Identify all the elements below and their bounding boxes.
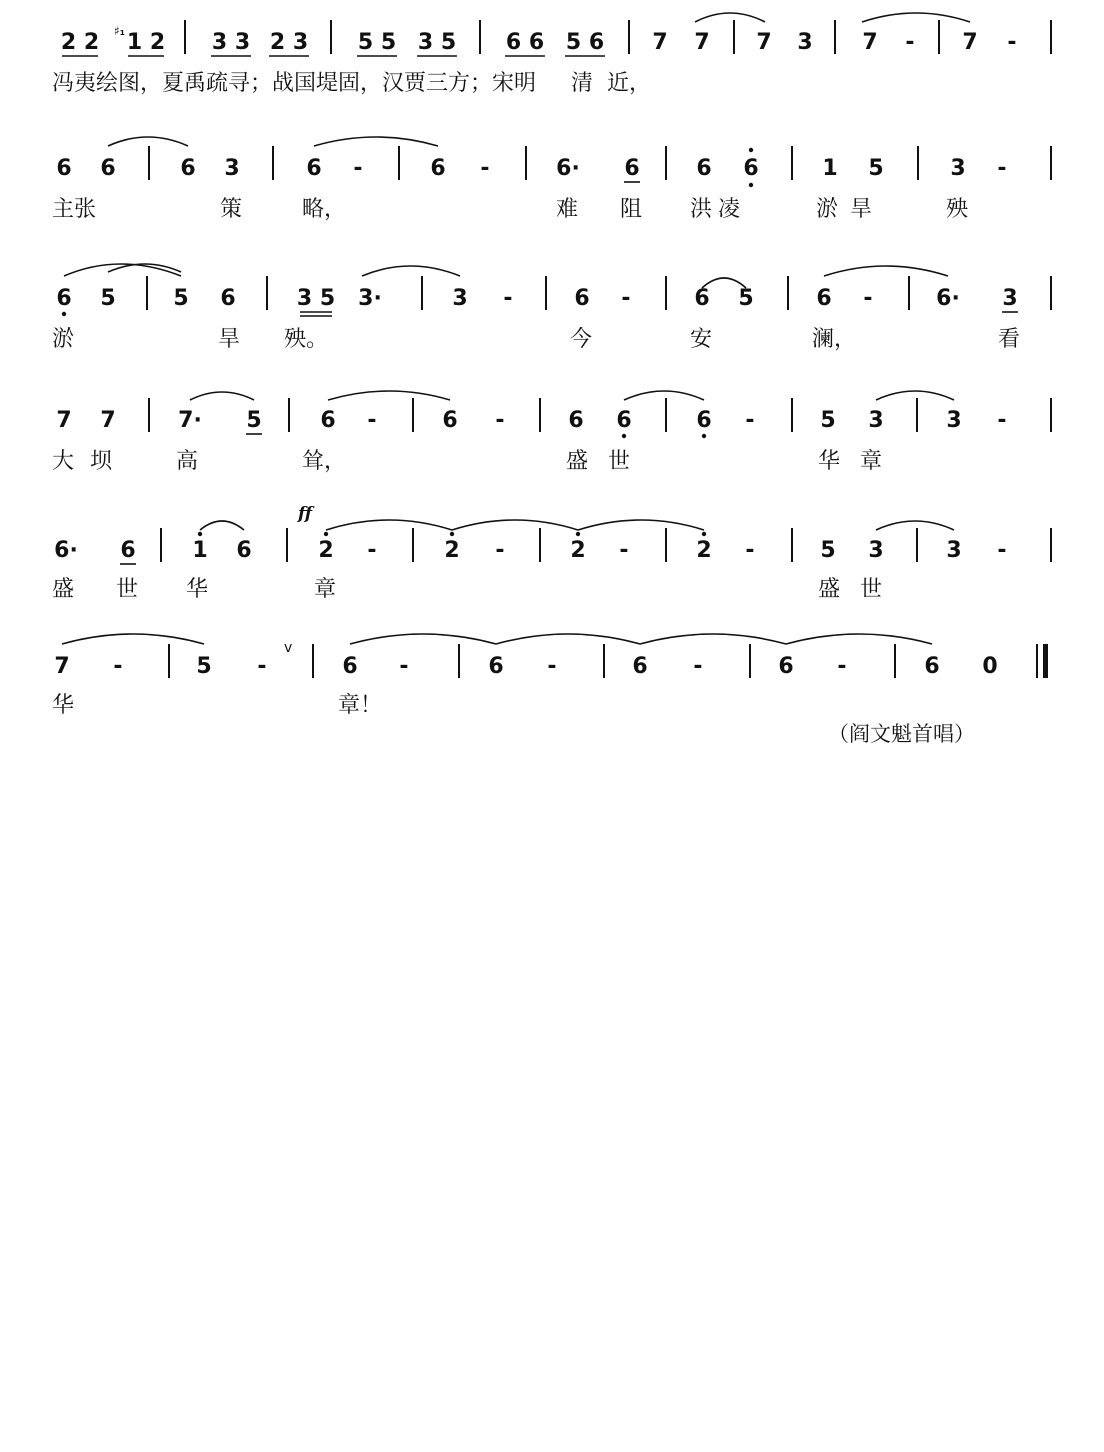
note: 6 [236, 538, 252, 563]
note: - [399, 654, 409, 679]
lyric: 策 [220, 197, 243, 222]
note: 3 [452, 286, 468, 311]
note: 3 [868, 538, 884, 563]
lyric: 看 [998, 327, 1021, 352]
note: 7 [100, 408, 116, 433]
note: - [837, 654, 847, 679]
note: - [745, 408, 755, 433]
note: 6 [100, 156, 116, 181]
dynamic-marking: ff [298, 504, 313, 524]
note-group: 3 3 [211, 30, 251, 55]
note: - [495, 408, 505, 433]
note: 2 [696, 538, 712, 563]
note: 6 [342, 654, 358, 679]
note: 5 [173, 286, 189, 311]
note: - [257, 654, 267, 679]
note-group: 2 2 [60, 30, 100, 55]
lyric: 殃。 [284, 327, 329, 352]
note: - [367, 538, 377, 563]
lyric: 盛 [52, 577, 75, 602]
note: 6 [56, 286, 72, 311]
lyric: 耸， [302, 449, 347, 474]
note: 6 [306, 156, 322, 181]
note: 6 [574, 286, 590, 311]
note: 3 [950, 156, 966, 181]
note: 5 [738, 286, 754, 311]
note: 2 [444, 538, 460, 563]
note: - [997, 156, 1007, 181]
note: 7· [178, 408, 202, 433]
note: 3 [224, 156, 240, 181]
note: 6 [924, 654, 940, 679]
lyric: 难 [556, 197, 579, 222]
note: 7 [694, 30, 710, 55]
note: - [480, 156, 490, 181]
note: 6 [220, 286, 236, 311]
lyric: 高 [176, 449, 199, 474]
note: 7 [862, 30, 878, 55]
lyric: 阻 [620, 197, 643, 222]
lyric: 章 [314, 577, 337, 602]
note: 5 [820, 538, 836, 563]
lyric-line: 冯夷绘图，夏禹疏寻；战国堤固，汉贾三方；宋明 清 近， [52, 71, 651, 96]
lyric: 殃 [946, 197, 969, 222]
grace-sharp-mark: ♯₁ [114, 24, 126, 38]
note: 0 [982, 654, 998, 679]
note: 3 [868, 408, 884, 433]
note: - [863, 286, 873, 311]
note: 7 [56, 408, 72, 433]
note-group: 2 3 [269, 30, 309, 55]
lyric: 淤旱 [816, 197, 885, 222]
note: - [495, 538, 505, 563]
note-group: 6 6 [505, 30, 545, 55]
note: - [997, 538, 1007, 563]
note: 5 [196, 654, 212, 679]
note: 3· [358, 286, 382, 311]
lyric: 世 [116, 577, 139, 602]
note: - [745, 538, 755, 563]
note: 7 [54, 654, 70, 679]
lyric: 澜， [812, 327, 857, 352]
note: 3 [946, 408, 962, 433]
lyric: 旱 [218, 327, 241, 352]
note: - [905, 30, 915, 55]
lyric: 淤 [52, 327, 75, 352]
note: - [997, 408, 1007, 433]
note: 6· [936, 286, 960, 311]
note: 6 [430, 156, 446, 181]
lyric: 章！ [338, 693, 383, 718]
lyric: 主张 [52, 197, 97, 222]
note: 2 [318, 538, 334, 563]
note: 3 [797, 30, 813, 55]
note: 6 [180, 156, 196, 181]
note: - [619, 538, 629, 563]
singer-credit: （阎文魁首唱） [828, 722, 975, 746]
note: - [353, 156, 363, 181]
note: 6 [624, 156, 640, 181]
note: - [547, 654, 557, 679]
note: 2 [570, 538, 586, 563]
note-group: 5 6 [565, 30, 605, 55]
lyric: 盛世 [818, 577, 903, 602]
lyric: 略， [302, 197, 347, 222]
lyric: 今 [570, 327, 593, 352]
note: - [503, 286, 513, 311]
note-group: 1 2 [126, 30, 166, 55]
note: 5 [100, 286, 116, 311]
note: 6 [696, 156, 712, 181]
note: 6 [56, 156, 72, 181]
note: 5 [868, 156, 884, 181]
note: 6 [568, 408, 584, 433]
lyric: 盛世 [566, 449, 651, 474]
note: 6 [488, 654, 504, 679]
note: - [1007, 30, 1017, 55]
note: 6· [556, 156, 580, 181]
note: 6 [320, 408, 336, 433]
note: - [693, 654, 703, 679]
note-group: 5 5 [357, 30, 397, 55]
note: 6 [778, 654, 794, 679]
breath-mark: v [284, 640, 293, 656]
note: 6· [54, 538, 78, 563]
note: 6 [632, 654, 648, 679]
note: - [113, 654, 123, 679]
note: - [621, 286, 631, 311]
note: 3 [1002, 286, 1018, 311]
lyric: 华章 [818, 449, 903, 474]
note: 1 [192, 538, 208, 563]
lyric: 洪凌 [690, 197, 747, 222]
note: 6 [120, 538, 136, 563]
note: 6 [816, 286, 832, 311]
note: 6 [696, 408, 712, 433]
note: 7 [756, 30, 772, 55]
note: 7 [962, 30, 978, 55]
note: 1 [822, 156, 838, 181]
note-group: 3 5 [417, 30, 457, 55]
note: 6 [694, 286, 710, 311]
lyric: 华 [52, 693, 75, 718]
note: 5 [246, 408, 262, 433]
note: 6 [616, 408, 632, 433]
note: 5 [820, 408, 836, 433]
lyric: 华 [186, 577, 209, 602]
note: 6 [442, 408, 458, 433]
note-group: 3 5 [296, 286, 336, 311]
note: 3 [946, 538, 962, 563]
lyric: 大坝 [52, 449, 129, 474]
note: 7 [652, 30, 668, 55]
note: 6 [743, 156, 759, 181]
lyric: 安 [690, 327, 713, 352]
note: - [367, 408, 377, 433]
